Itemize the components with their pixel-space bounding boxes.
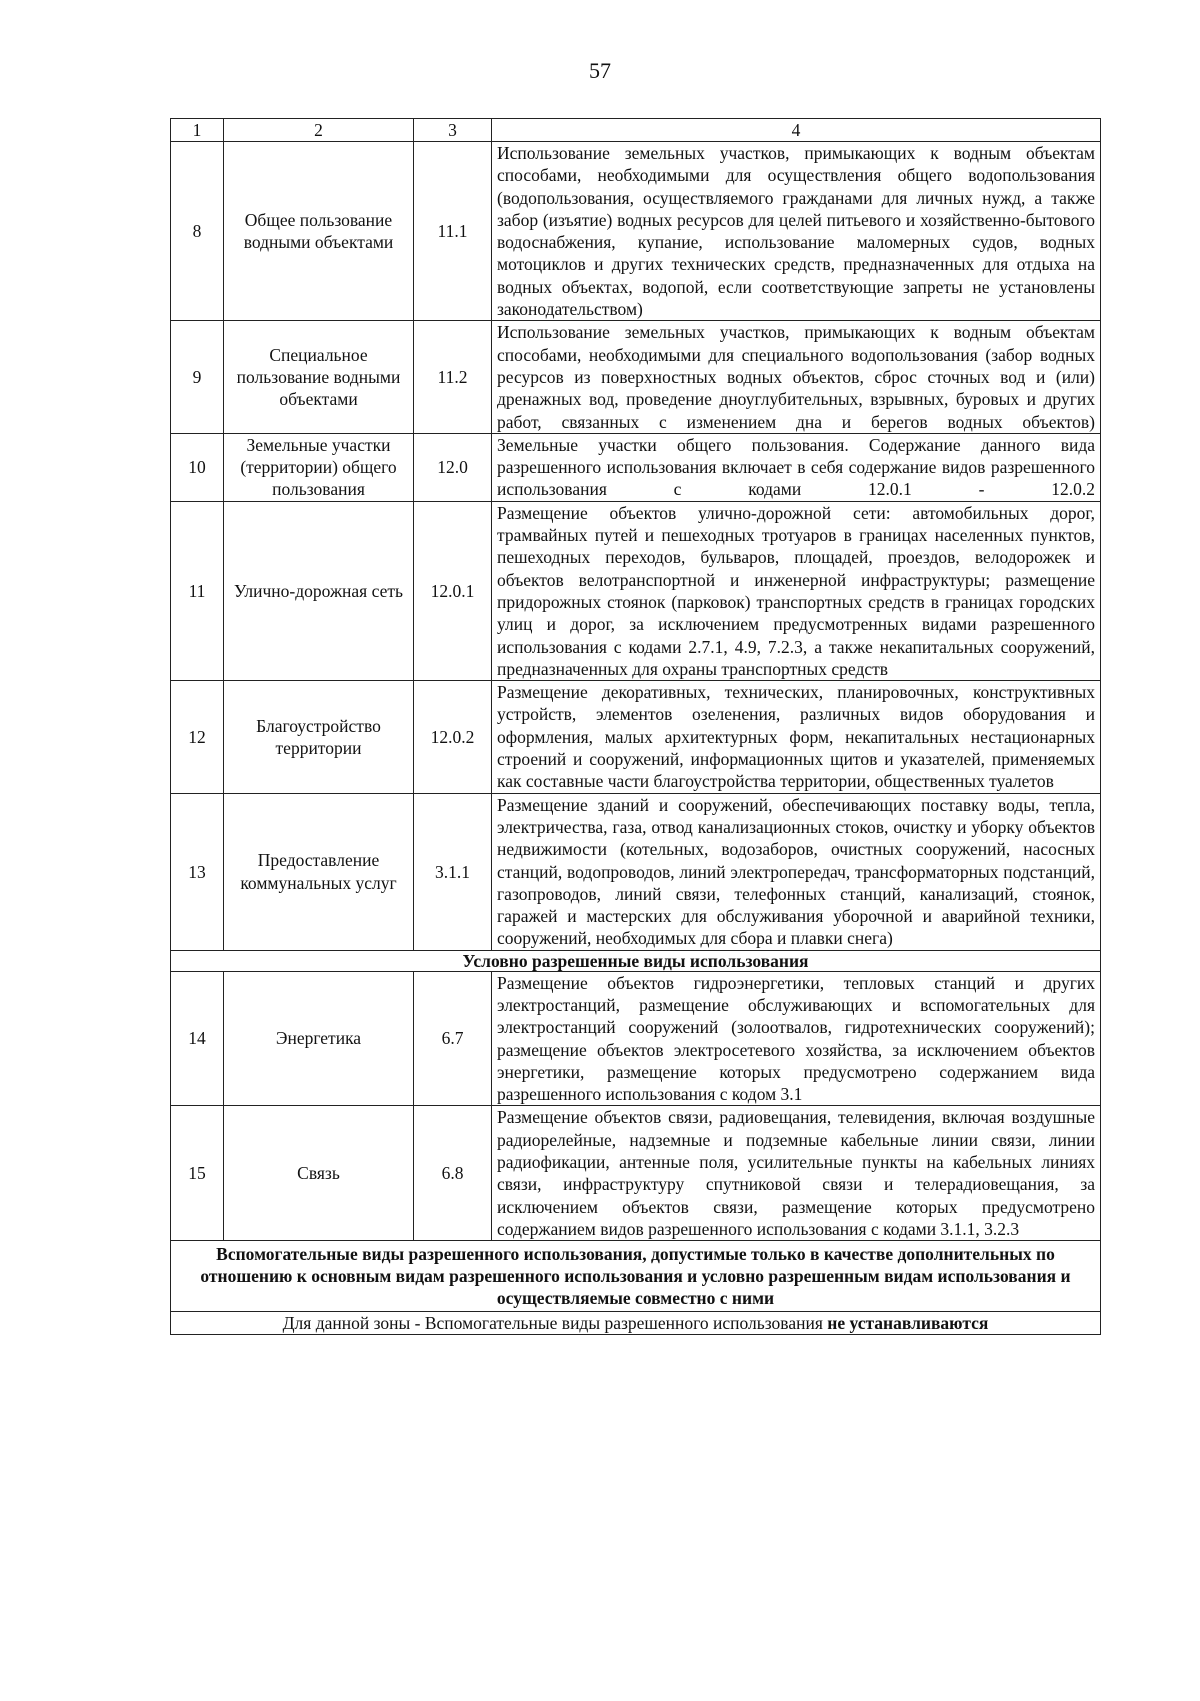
column-header: 1 [171,119,224,142]
use-type-name: Благоустройство территории [224,681,414,793]
use-type-name: Земельные участки (территории) общего пользования [224,433,414,501]
use-type-description: Использование земельных участков, примыкающих к водным объектам способами, необходимыми для специального водопользования (забор водных ресурсов из поверхностных водных объектов, сброс сточных вод и (или) дренажных вод, проведение дноуглубительных, взрывных, буровых и других работ, связанных с изменением дна и берегов водных объектов) [492,321,1101,433]
use-type-code: 3.1.1 [414,793,492,950]
conditional-uses-heading: Условно разрешенные виды использования [171,950,1101,971]
use-type-name: Предоставление коммунальных услуг [224,793,414,950]
use-type-code: 11.2 [414,321,492,433]
use-type-code: 12.0.2 [414,681,492,793]
auxiliary-uses-heading: Вспомогательные виды разрешенного использования, допустимые только в качестве дополнительных по отношению к основным видам разрешенного использования и условно разрешенным видам использования и осуществляемые совместно с ними [171,1241,1101,1312]
row-number: 9 [171,321,224,433]
land-use-table [170,118,1101,1335]
row-number: 8 [171,142,224,321]
table-row [171,1106,1101,1241]
final-note-emphasis: не устанавливаются [827,1313,989,1334]
row-number: 10 [171,433,224,501]
final-note-text: Для данной зоны - Вспомогательные виды разрешенного использования [282,1313,828,1334]
final-note [171,1312,1101,1335]
table-row [171,793,1101,950]
use-type-code: 6.7 [414,971,492,1106]
row-number: 15 [171,1106,224,1241]
use-type-name: Общее пользование водными объектами [224,142,414,321]
use-type-description: Размещение зданий и сооружений, обеспечивающих поставку воды, тепла, электричества, газа, отвод канализационных стоков, очистку и уборку объектов недвижимости (котельных, водозаборов, очистных сооружений, насосных станций, водопроводов, линий электропередач, трансформаторных подстанций, газопроводов, линий связи, телефонных станций, канализаций, стоянок, гаражей и мастерских для обслуживания уборочной и аварийной техники, сооружений, необходимых для сбора и плавки снега) [492,793,1101,950]
column-header: 3 [414,119,492,142]
row-number: 12 [171,681,224,793]
table-row [171,321,1101,433]
use-type-name: Улично-дорожная сеть [224,501,414,680]
use-type-name: Энергетика [224,971,414,1106]
use-type-code: 12.0 [414,433,492,501]
use-type-name: Специальное пользование водными объектами [224,321,414,433]
use-type-description: Размещение объектов улично-дорожной сети: автомобильных дорог, трамвайных путей и пешеходных тротуаров в границах населенных пунктов, пешеходных переходов, бульваров, площадей, проездов, велодорожек и объектов велотранспортной и инженерной инфраструктуры; размещение придорожных стоянок (парковок) транспортных средств в границах городских улиц и дорог, за исключением предусмотренных видами разрешенного использования с кодами 2.7.1, 4.9, 7.2.3, а также некапитальных сооружений, предназначенных для охраны транспортных средств [492,501,1101,680]
row-number: 13 [171,793,224,950]
use-type-description: Размещение декоративных, технических, планировочных, конструктивных устройств, элементов озеленения, различных видов оборудования и оформления, малых архитектурных форм, некапитальных нестационарных строений и сооружений, информационных щитов и указателей, применяемых как составные части благоустройства территории, общественных туалетов [492,681,1101,793]
table-row [171,971,1101,1106]
section-heading-row [171,950,1101,971]
table-row [171,433,1101,501]
use-type-code: 6.8 [414,1106,492,1241]
use-type-code: 12.0.1 [414,501,492,680]
use-type-description: Использование земельных участков, примыкающих к водным объектам способами, необходимыми для осуществления общего водопользования (водопользования, осуществляемого гражданами для личных нужд, а также забор (изъятие) водных ресурсов для целей питьевого и хозяйственно-бытового водоснабжения, купание, использование маломерных судов, водных мотоциклов и других технических средств, предназначенных для отдыха на водных объектах, водопой, если соответствующие запреты не установлены законодательством) [492,142,1101,321]
section-heading-row [171,1241,1101,1312]
table-header-row [171,119,1101,142]
use-type-code: 11.1 [414,142,492,321]
use-type-description: Земельные участки общего пользования. Содержание данного вида разрешенного использования включает в себя содержание видов разрешенного использования с кодами 12.0.1 - 12.0.2 [492,433,1101,501]
page-number: 57 [589,58,611,83]
table-row [171,501,1101,680]
table-row [171,681,1101,793]
final-note-row [171,1312,1101,1335]
use-type-description: Размещение объектов гидроэнергетики, тепловых станций и других электростанций, размещение обслуживающих и вспомогательных для электростанций сооружений (золоотвалов, гидротехнических сооружений); размещение объектов электросетевого хозяйства, за исключением объектов энергетики, размещение которых предусмотрено содержанием вида разрешенного использования с кодом 3.1 [492,971,1101,1106]
column-header: 2 [224,119,414,142]
table-row [171,142,1101,321]
column-header: 4 [492,119,1101,142]
use-type-description: Размещение объектов связи, радиовещания, телевидения, включая воздушные радиорелейные, надземные и подземные кабельные линии связи, линии радиофикации, антенные поля, усилительные пункты на кабельных линиях связи, инфраструктуру спутниковой связи и телерадиовещания, за исключением объектов связи, размещение которых предусмотрено содержанием видов разрешенного использования с кодами 3.1.1, 3.2.3 [492,1106,1101,1241]
row-number: 14 [171,971,224,1106]
use-type-name: Связь [224,1106,414,1241]
row-number: 11 [171,501,224,680]
